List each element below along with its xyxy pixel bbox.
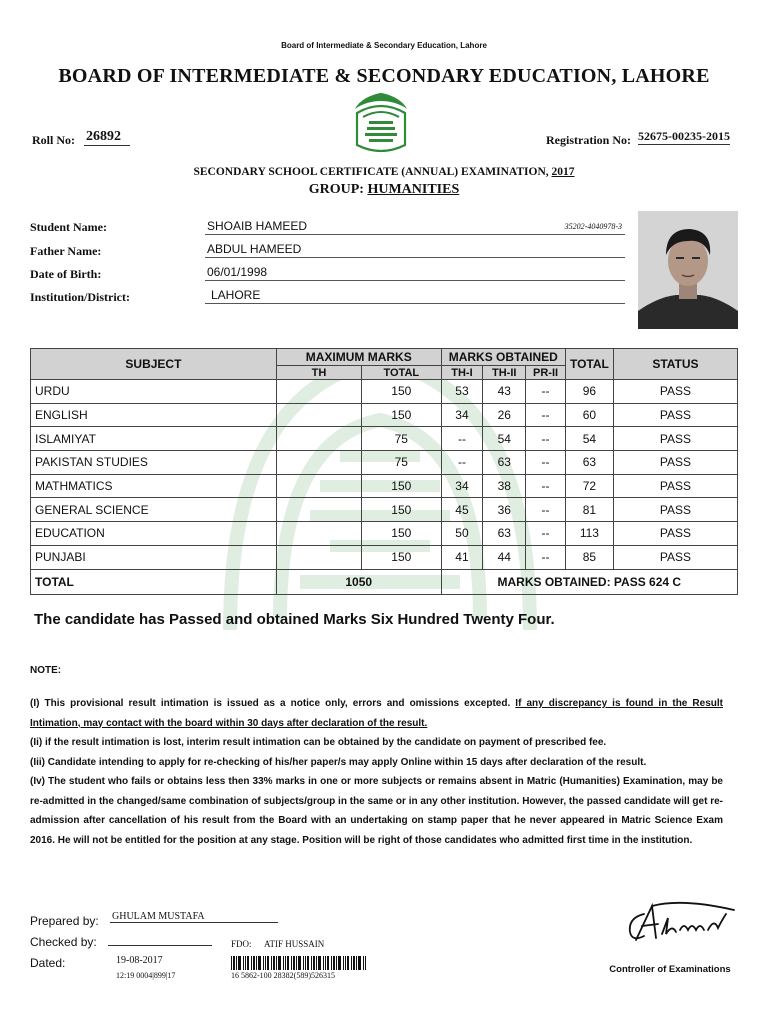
marks-table-body — [31, 380, 738, 570]
note-1 — [30, 694, 723, 733]
barcode-bar — [251, 956, 252, 970]
barcode-bar — [358, 956, 361, 970]
roll-label: Roll No: — [32, 133, 75, 147]
table-row — [31, 474, 738, 498]
barcode-bar — [287, 956, 289, 970]
th1-cell: 34 — [441, 403, 483, 427]
group-line — [0, 182, 768, 198]
pr2-cell: -- — [526, 498, 566, 522]
th2-cell: 63 — [483, 522, 526, 546]
status-cell: PASS — [613, 498, 737, 522]
note-1-text: (I) This provisional result intimation is issued as a notice only, errors and omissions excepted. — [30, 698, 516, 709]
subject-cell: ISLAMIYAT — [31, 427, 277, 451]
subject-cell: GENERAL SCIENCE — [31, 498, 277, 522]
barcode-bar — [263, 956, 264, 970]
header-max-marks: MAXIMUM MARKS — [276, 349, 441, 366]
checked-by-label: Checked by: — [30, 935, 97, 949]
dob-label: Date of Birth: — [30, 267, 102, 281]
reference-left: 12:19 0004|899|17 — [116, 971, 176, 980]
barcode-bar — [233, 956, 235, 970]
header-total: TOTAL — [565, 349, 613, 380]
barcode-bar — [356, 956, 357, 970]
th2-cell: 63 — [483, 451, 526, 475]
notes-block — [30, 694, 723, 850]
pr2-cell: -- — [526, 380, 566, 404]
total-cell: 113 — [565, 522, 613, 546]
max-th-cell — [276, 427, 361, 451]
subject-cell: ENGLISH — [31, 403, 277, 427]
total-label: TOTAL — [31, 569, 277, 594]
barcode-bar — [231, 956, 232, 970]
barcode-bar — [318, 956, 321, 970]
barcode-bar — [253, 956, 255, 970]
th2-cell: 38 — [483, 474, 526, 498]
controller-title: Controller of Examinations — [609, 964, 731, 975]
total-summary: MARKS OBTAINED: PASS 624 C — [441, 569, 737, 594]
table-row — [31, 498, 738, 522]
barcode-bar — [276, 956, 277, 970]
max-th-cell — [276, 403, 361, 427]
th2-cell: 44 — [483, 545, 526, 569]
barcode-bar — [293, 956, 295, 970]
exam-year: 2017 — [551, 166, 575, 178]
note-1-underlined: If any discrepancy is found in the Result Intimation, may contact with the board within 30 days after declaration of the result. — [30, 698, 723, 729]
barcode-bar — [347, 956, 349, 970]
barcode-bar — [236, 956, 237, 970]
th1-cell: -- — [441, 451, 483, 475]
father-name-label: Father Name: — [30, 244, 102, 258]
header-th2: TH-II — [483, 366, 526, 380]
barcode-bar — [331, 956, 332, 970]
exam-title-text: SECONDARY SCHOOL CERTIFICATE (ANNUAL) EXAMINATION, — [193, 166, 552, 178]
pr2-cell: -- — [526, 403, 566, 427]
barcode-bar — [343, 956, 344, 970]
subject-cell: URDU — [31, 380, 277, 404]
max-total-cell: 75 — [362, 451, 442, 475]
barcode-bar — [351, 956, 352, 970]
reference-right: 16 5862-100 28382(589)526315 — [231, 971, 335, 980]
barcode-bar — [307, 956, 309, 970]
th1-cell: 53 — [441, 380, 483, 404]
status-cell: PASS — [613, 545, 737, 569]
header-th: TH — [276, 366, 361, 380]
barcode-bar — [338, 956, 341, 970]
note-4: (Iv) The student who fails or obtains less then 33% marks in one or more subjects or remains absent in Matric (Humanities) Examination, may be re-admitted in the changed/same combination of subjects/group in the same or in any other institution. However, the passed candidate will get re-admission after cancellation of his result from the Board with an undertaking on stamp paper that he never appeared in Matric Science Exam 2016. He will not be entitled for the position at any stage. Position will be right of those candidates who admitted first time in the institution. — [30, 776, 723, 846]
barcode-bar — [243, 956, 244, 970]
barcode-bar — [363, 956, 364, 970]
barcode-bar — [265, 956, 266, 970]
group-label: GROUP: — [308, 182, 368, 197]
board-logo — [349, 91, 413, 157]
barcode-bar — [256, 956, 257, 970]
pr2-cell: -- — [526, 451, 566, 475]
status-cell: PASS — [613, 522, 737, 546]
status-cell: PASS — [613, 403, 737, 427]
barcode-bar — [333, 956, 335, 970]
barcode-bar — [305, 956, 306, 970]
total-cell: 81 — [565, 498, 613, 522]
header-subject: SUBJECT — [31, 349, 277, 380]
subject-cell: EDUCATION — [31, 522, 277, 546]
barcode-bar — [278, 956, 281, 970]
barcode-bar — [247, 956, 249, 970]
th1-cell: 41 — [441, 545, 483, 569]
barcode-bar — [323, 956, 324, 970]
barcode-bar — [316, 956, 317, 970]
institution-label: Institution/District: — [30, 290, 130, 304]
max-th-cell — [276, 522, 361, 546]
barcode-bar — [345, 956, 346, 970]
pr2-cell: -- — [526, 522, 566, 546]
roll-number: 26892 — [84, 129, 130, 146]
th2-cell: 36 — [483, 498, 526, 522]
max-th-cell — [276, 380, 361, 404]
barcode-bar — [336, 956, 337, 970]
barcode-bar — [313, 956, 315, 970]
header-pr2: PR-II — [526, 366, 566, 380]
table-row — [31, 403, 738, 427]
father-name: ABDUL HAMEED — [205, 242, 625, 258]
pr2-cell: -- — [526, 474, 566, 498]
registration-number: 52675-00235-2015 — [638, 129, 730, 143]
barcode-bar — [283, 956, 284, 970]
th2-cell: 43 — [483, 380, 526, 404]
student-photo — [638, 211, 738, 329]
student-name-field — [205, 219, 625, 235]
table-row — [31, 451, 738, 475]
total-max-marks: 1050 — [276, 569, 441, 594]
total-cell: 54 — [565, 427, 613, 451]
barcode-bar — [285, 956, 286, 970]
checked-by-line — [108, 945, 212, 946]
barcode-bar — [353, 956, 355, 970]
dated-value: 19-08-2017 — [116, 955, 163, 966]
dob-value: 06/01/1998 — [205, 265, 625, 281]
barcode-bar — [327, 956, 329, 970]
barcode-bar — [238, 956, 241, 970]
barcode-bar — [291, 956, 292, 970]
header-th1: TH-I — [441, 366, 483, 380]
prepared-by-label: Prepared by: — [30, 914, 99, 928]
table-row — [31, 522, 738, 546]
th2-cell: 54 — [483, 427, 526, 451]
fdo-value: ATIF HUSSAIN — [264, 939, 325, 949]
result-sentence: The candidate has Passed and obtained Marks Six Hundred Twenty Four. — [34, 611, 555, 628]
total-row — [31, 569, 738, 594]
group-value: HUMANITIES — [367, 182, 460, 197]
top-caption: Board of Intermediate & Secondary Education, Lahore — [281, 41, 487, 50]
subject-cell: MATHMATICS — [31, 474, 277, 498]
dated-label: Dated: — [30, 956, 66, 970]
institution-value: LAHORE — [205, 288, 625, 304]
pr2-cell: -- — [526, 427, 566, 451]
barcode-bar — [296, 956, 297, 970]
exam-title — [0, 166, 768, 178]
barcode-bar — [303, 956, 304, 970]
status-cell: PASS — [613, 427, 737, 451]
max-total-cell: 150 — [362, 403, 442, 427]
fdo-label: FDO: — [231, 939, 252, 949]
th1-cell: 45 — [441, 498, 483, 522]
pr2-cell: -- — [526, 545, 566, 569]
th2-cell: 26 — [483, 403, 526, 427]
table-row — [31, 380, 738, 404]
student-name: SHOAIB HAMEED — [207, 219, 308, 233]
max-th-cell — [276, 498, 361, 522]
barcode-bar — [267, 956, 269, 970]
barcode-bar — [271, 956, 272, 970]
th1-cell: 50 — [441, 522, 483, 546]
total-cell: 72 — [565, 474, 613, 498]
subject-cell: PAKISTAN STUDIES — [31, 451, 277, 475]
barcode-bar — [245, 956, 246, 970]
total-cell: 85 — [565, 545, 613, 569]
student-name-label: Student Name: — [30, 220, 107, 234]
marks-table — [30, 348, 738, 595]
status-cell: PASS — [613, 474, 737, 498]
prepared-by-value: GHULAM MUSTAFA — [110, 911, 278, 923]
controller-signature — [622, 900, 740, 948]
max-total-cell: 150 — [362, 522, 442, 546]
max-total-cell: 150 — [362, 474, 442, 498]
max-total-cell: 75 — [362, 427, 442, 451]
note-heading: NOTE: — [30, 665, 62, 676]
max-total-cell: 150 — [362, 545, 442, 569]
barcode-bar — [325, 956, 326, 970]
max-th-cell — [276, 474, 361, 498]
header-marks-obtained: MARKS OBTAINED — [441, 349, 565, 366]
total-cell: 63 — [565, 451, 613, 475]
table-row — [31, 427, 738, 451]
max-total-cell: 150 — [362, 498, 442, 522]
total-cell: 96 — [565, 380, 613, 404]
note-2: (Ii) if the result intimation is lost, interim result intimation can be obtained by the candidate on payment of prescribed fee. — [30, 737, 607, 748]
barcode-bar — [311, 956, 312, 970]
th1-cell: -- — [441, 427, 483, 451]
barcode — [231, 956, 367, 970]
total-cell: 60 — [565, 403, 613, 427]
header-status: STATUS — [613, 349, 737, 380]
status-cell: PASS — [613, 380, 737, 404]
barcode-bar — [273, 956, 275, 970]
header-max-total: TOTAL — [362, 366, 442, 380]
status-cell: PASS — [613, 451, 737, 475]
table-row — [31, 545, 738, 569]
th1-cell: 34 — [441, 474, 483, 498]
board-title: BOARD OF INTERMEDIATE & SECONDARY EDUCATION, LAHORE — [58, 65, 710, 87]
barcode-bar — [298, 956, 301, 970]
max-total-cell: 150 — [362, 380, 442, 404]
subject-cell: PUNJABI — [31, 545, 277, 569]
max-th-cell — [276, 545, 361, 569]
registration-label: Registration No: — [546, 133, 631, 147]
max-th-cell — [276, 451, 361, 475]
student-cnic: 35202-4040978-3 — [564, 222, 622, 231]
barcode-bar — [365, 956, 366, 970]
note-3: (Iii) Candidate intending to apply for re-checking of his/her paper/s may apply Online within 15 days after declaration of the result. — [30, 756, 647, 768]
barcode-bar — [258, 956, 261, 970]
